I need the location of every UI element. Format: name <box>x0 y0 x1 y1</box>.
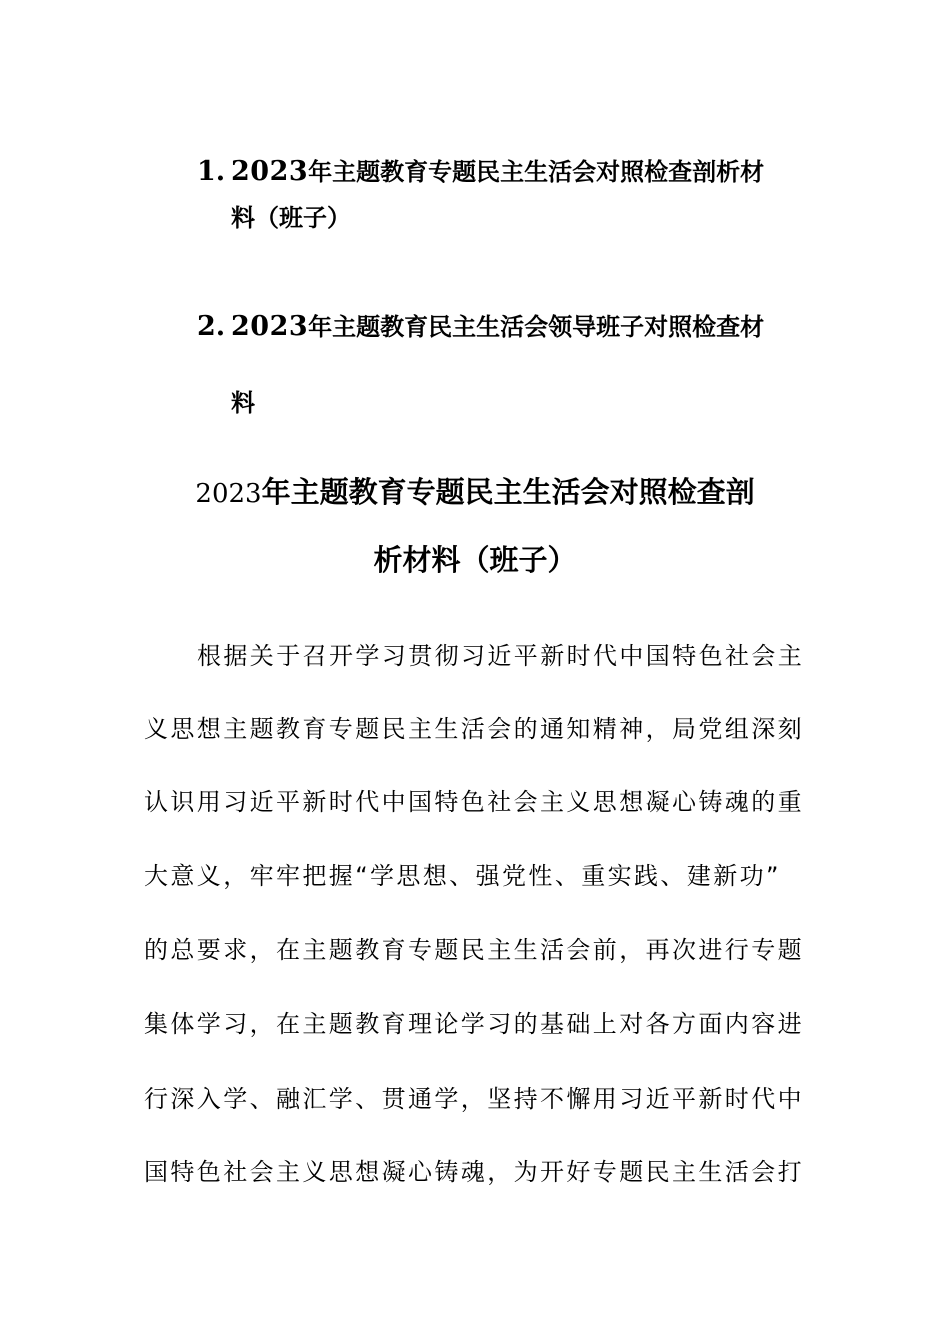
toc-item-number: 1. <box>197 156 226 187</box>
body-line: 的总要求，在主题教育专题民主生活会前，再次进行专题 <box>144 936 804 964</box>
body-line: 大意义，牢牢把握“学思想、强党性、重实践、建新功” <box>144 862 781 890</box>
document-title-line1 <box>130 474 820 512</box>
body-line: 集体学习，在主题教育理论学习的基础上对各方面内容进 <box>144 1010 804 1038</box>
document-title-year: 2023 <box>195 479 262 509</box>
document-title-text: 年主题教育专题民主生活会对照检查剖 <box>261 475 755 509</box>
toc-item-title-text: 年主题教育专题民主生活会对照检查剖析材 <box>308 157 765 186</box>
toc-item-1[interactable] <box>197 156 797 246</box>
toc-item-title-line2: 料 <box>231 388 255 417</box>
toc-item-title-line1 <box>231 156 764 188</box>
toc-item-title-line1 <box>231 311 764 343</box>
toc-item-title-line2: 料（班子） <box>231 203 351 232</box>
body-line: 根据关于召开学习贯彻习近平新时代中国特色社会主 <box>197 642 805 670</box>
document-title-line2: 析材料（班子） <box>373 543 577 577</box>
body-line: 认识用习近平新时代中国特色社会主义思想凝心铸魂的重 <box>144 788 804 816</box>
toc-item-2[interactable] <box>197 311 797 417</box>
body-line: 义思想主题教育专题民主生活会的通知精神，局党组深刻 <box>144 715 804 743</box>
toc-item-year: 2023 <box>231 311 309 342</box>
toc-item-title-text: 年主题教育民主生活会领导班子对照检查材 <box>308 312 765 341</box>
body-line: 国特色社会主义思想凝心铸魂，为开好专题民主生活会打 <box>144 1158 804 1186</box>
toc-item-year: 2023 <box>231 156 309 187</box>
body-line: 行深入学、融汇学、贯通学，坚持不懈用习近平新时代中 <box>144 1085 804 1113</box>
toc-item-number: 2. <box>197 311 226 342</box>
